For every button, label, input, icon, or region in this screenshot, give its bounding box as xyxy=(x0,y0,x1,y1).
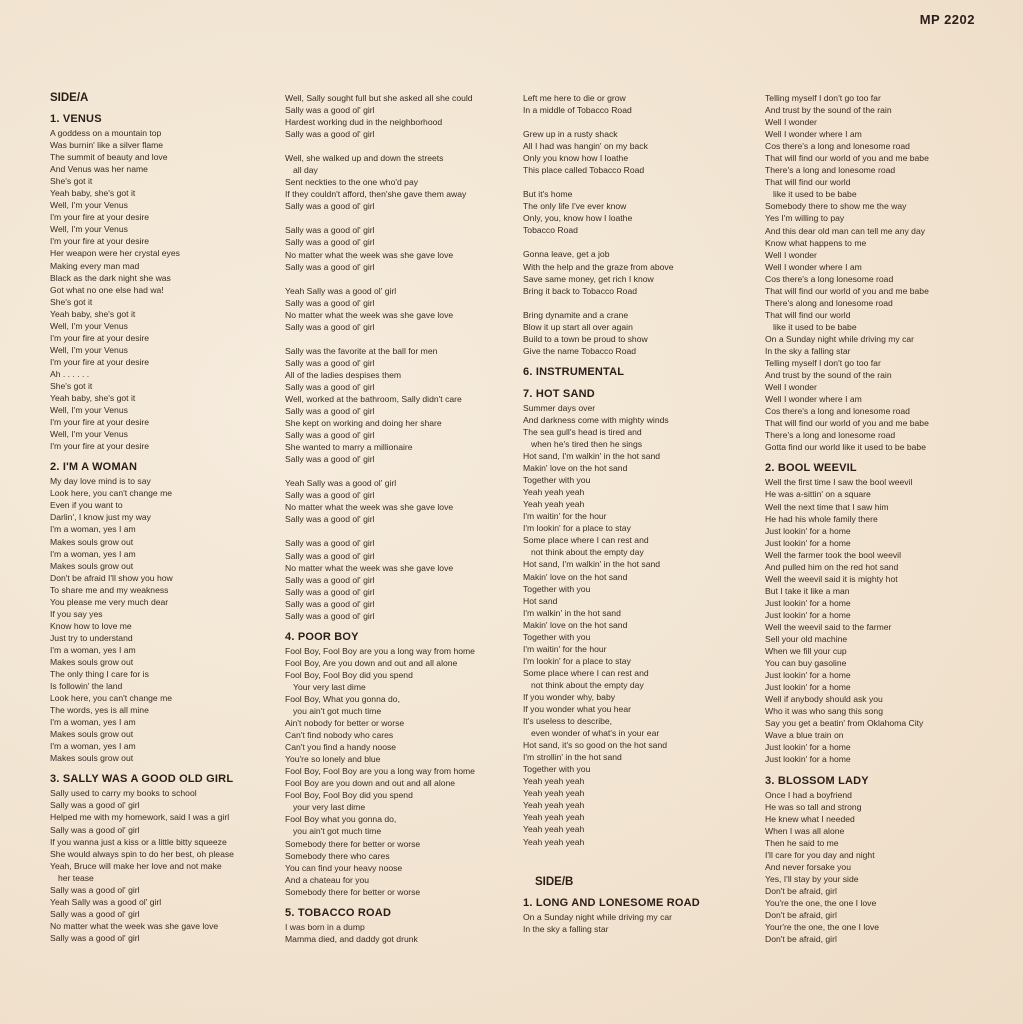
lyric-line: I'm your fire at your desire xyxy=(50,212,150,223)
lyric-line: Bring it back to Tobacco Road xyxy=(523,285,638,296)
lyric-line: I was born in a dump xyxy=(285,921,365,932)
lyric-line: Makin' love on the hot sand xyxy=(523,463,628,474)
stanza-gap xyxy=(523,236,758,248)
lyric-line: But it's home xyxy=(523,189,573,200)
lyric-line: Yeah yeah yeah xyxy=(523,836,585,847)
lyric-line: All of the ladies despises them xyxy=(285,369,402,380)
lyric-line: This place called Tobacco Road xyxy=(523,165,645,176)
lyric-line: Left me here to die or grow xyxy=(523,93,626,103)
lyric-line: Cos there's a long and lonesome road xyxy=(765,141,910,152)
lyric-line: Give the name Tobacco Road xyxy=(523,345,637,356)
lyric-line: You're so lonely and blue xyxy=(285,754,381,765)
lyric-line: Yeah yeah yeah xyxy=(523,788,585,799)
lyric-line: Don't be afraid I'll show you how xyxy=(50,572,173,583)
lyric-line: Only, you, know how I loathe xyxy=(523,213,633,224)
lyric-line: She's got it xyxy=(50,176,93,187)
lyrics-block xyxy=(765,92,1000,453)
lyric-line: Well the next time that I saw him xyxy=(765,501,889,512)
lyric-line: Makes souls grow out xyxy=(50,560,134,571)
lyric-line: Black as the dark night she was xyxy=(50,272,171,283)
lyric-line: You please me very much dear xyxy=(50,596,169,607)
lyric-line: Sally was a good ol' girl xyxy=(285,225,375,236)
lyric-line: That will find our world of you and me babe xyxy=(765,153,929,164)
lyric-line: even wonder of what's in your ear xyxy=(531,728,660,739)
lyric-line: Yeah yeah yeah xyxy=(523,499,585,510)
lyric-line: You can find your heavy noose xyxy=(285,862,403,873)
column-1 xyxy=(38,92,273,944)
lyric-line: Sally was a good ol' girl xyxy=(285,550,375,561)
lyric-line: Sell your old machine xyxy=(765,634,848,645)
lyric-line: Fool Boy, Fool Boy did you spend xyxy=(285,669,413,680)
lyric-line: Don't be afraid, girl xyxy=(765,934,837,945)
lyric-line: If you wonder what you hear xyxy=(523,704,631,715)
lyric-line: Tobacco Road xyxy=(523,225,578,236)
lyric-line: Yeah Sally was a good ol' girl xyxy=(285,478,397,489)
song-title: 2. BOOL WEEVIL xyxy=(765,462,857,475)
lyric-line: He was a-sittin' on a square xyxy=(765,489,871,500)
lyric-line: Well, I'm your Venus xyxy=(50,344,128,355)
lyric-line: Save same money, get rich I know xyxy=(523,273,654,284)
song-title: 4. POOR BOY xyxy=(285,630,359,643)
column-4 xyxy=(765,92,1000,945)
lyric-line: Yes, I'll stay by your side xyxy=(765,873,859,884)
lyric-line: He knew what I needed xyxy=(765,813,855,824)
lyric-line: The summit of beauty and love xyxy=(50,152,168,163)
lyric-line: Well, worked at the bathroom, Sally didn't care xyxy=(285,393,462,404)
lyric-line: Well, I'm your Venus xyxy=(50,200,128,211)
stanza-gap xyxy=(285,212,520,224)
lyric-line: Yeah baby, she's got it xyxy=(50,188,136,199)
lyric-line: In the sky a falling star xyxy=(765,345,851,356)
lyric-line: Just try to understand xyxy=(50,632,133,643)
lyric-line: Well the first time I saw the bool weevil xyxy=(765,477,913,488)
lyric-line: Yeah yeah yeah xyxy=(523,487,585,498)
lyric-line: Bring dynamite and a crane xyxy=(523,309,629,320)
lyric-line: You can buy gasoline xyxy=(765,658,847,669)
lyric-line: I'm a woman, yes I am xyxy=(50,524,136,535)
lyric-line: Yeah baby, she's got it xyxy=(50,393,136,404)
lyric-line: Together with you xyxy=(523,631,591,642)
lyric-line: Sally was a good ol' girl xyxy=(50,932,140,943)
lyric-line: No matter what the week was she gave love xyxy=(285,309,454,320)
lyric-line: Well, I'm your Venus xyxy=(50,320,128,331)
lyric-line: He had his whole family there xyxy=(765,513,878,524)
lyric-line: Well I wonder where I am xyxy=(765,394,862,405)
lyric-line: Can't find nobody who cares xyxy=(285,730,394,741)
lyric-line: The words, yes is all mine xyxy=(50,705,149,716)
lyric-line: My day love mind is to say xyxy=(50,476,151,487)
lyric-line: Sally was a good ol' girl xyxy=(285,237,375,248)
lyric-line: If you wonder why, baby xyxy=(523,691,616,702)
lyric-line: Just lookin' for a home xyxy=(765,754,851,765)
lyric-line: I'm your fire at your desire xyxy=(50,356,150,367)
lyric-line: Know what happens to me xyxy=(765,237,867,248)
lyric-line: Yeah yeah yeah xyxy=(523,812,585,823)
column-3 xyxy=(523,92,758,935)
lyric-line: And never forsake you xyxy=(765,861,851,872)
lyric-line: If you wanna just a kiss or a little bitty squeeze xyxy=(50,836,227,847)
stanza-gap xyxy=(523,176,758,188)
lyric-line: He was so tall and strong xyxy=(765,801,862,812)
lyric-line: Some place where I can rest and xyxy=(523,535,649,546)
lyric-line: Sally was a good ol' girl xyxy=(285,129,375,140)
lyric-line: Sally was a good ol' girl xyxy=(50,908,140,919)
lyrics-block xyxy=(285,645,520,898)
lyric-line: Yeah Sally was a good ol' girl xyxy=(285,285,397,296)
lyric-line: Makin' love on the hot sand xyxy=(523,571,628,582)
lyric-line: Was burnin' like a silver flame xyxy=(50,140,164,151)
lyric-line: Makes souls grow out xyxy=(50,729,134,740)
lyric-line: Your very last dime xyxy=(293,681,366,692)
lyric-line: She's got it xyxy=(50,296,93,307)
lyric-line: Well the farmer took the bool weevil xyxy=(765,549,901,560)
stanza-gap xyxy=(523,116,758,128)
lyric-line: I'm waitin' for the hour xyxy=(523,643,607,654)
lyric-line: Just lookin' for a home xyxy=(765,742,851,753)
lyric-line: Just lookin' for a home xyxy=(765,597,851,608)
lyric-line: Somebody there to show me the way xyxy=(765,201,907,212)
lyric-line: There's a long and lonesome road xyxy=(765,165,896,176)
lyric-line: you ain't got much time xyxy=(293,706,382,717)
lyric-line: I'm your fire at your desire xyxy=(50,441,150,452)
lyric-line: Makes souls grow out xyxy=(50,536,134,547)
lyric-line: Is followin' the land xyxy=(50,681,123,692)
lyric-line: Say you get a beatin' from Oklahoma City xyxy=(765,718,924,729)
stanza-gap xyxy=(285,273,520,285)
lyric-line: Sally used to carry my books to school xyxy=(50,788,197,799)
lyric-line: If you say yes xyxy=(50,608,103,619)
lyric-line: To share me and my weakness xyxy=(50,584,169,595)
lyric-line: No matter what the week was she gave love xyxy=(285,502,454,513)
lyric-line: And pulled him on the red hot sand xyxy=(765,561,899,572)
lyric-line: I'm a woman, yes I am xyxy=(50,741,136,752)
lyric-line: her tease xyxy=(58,872,94,883)
lyric-line: Sally was a good ol' girl xyxy=(50,824,140,835)
lyric-line: Sally was a good ol' girl xyxy=(285,357,375,368)
lyric-line: Summer days over xyxy=(523,402,596,413)
column-2 xyxy=(285,92,520,945)
lyrics-block xyxy=(765,476,1000,765)
lyric-line: Just lookin' for a home xyxy=(765,682,851,693)
lyric-line: Grew up in a rusty shack xyxy=(523,129,618,140)
lyric-line: You're the one, the one I love xyxy=(765,897,877,908)
lyric-line: Well the weevil said to the farmer xyxy=(765,621,892,632)
lyric-line: Yes I'm willing to pay xyxy=(765,213,845,224)
lyric-line: Don't be afraid, girl xyxy=(765,910,837,920)
lyric-line: Well, I'm your Venus xyxy=(50,405,128,416)
lyric-line: Sally was a good ol' girl xyxy=(285,538,375,549)
lyric-line: Sally was a good ol' girl xyxy=(285,105,375,116)
lyric-line: Makes souls grow out xyxy=(50,753,134,764)
lyrics-block xyxy=(523,92,758,357)
lyric-line: Even if you want to xyxy=(50,500,123,511)
lyrics-block xyxy=(50,787,273,944)
song-title: 5. TOBACCO ROAD xyxy=(285,906,392,919)
song-title: 3. BLOSSOM LADY xyxy=(765,774,869,787)
lyric-line: Sally was a good ol' girl xyxy=(285,454,375,465)
lyric-line: When I was all alone xyxy=(765,825,845,836)
lyric-line: Cos there's a long and lonesome road xyxy=(765,406,910,417)
lyric-line: Well I wonder xyxy=(765,117,817,128)
lyric-line: all day xyxy=(293,165,318,176)
lyric-line: No matter what the week was she gave love xyxy=(285,249,454,260)
lyric-line: Fool Boy are you down and out and all alone xyxy=(285,778,456,789)
lyric-line: Fool Boy, What you gonna do, xyxy=(285,693,400,704)
lyric-line: And a chateau for you xyxy=(285,874,370,885)
lyric-line: She would always spin to do her best, oh please xyxy=(50,848,234,859)
lyric-line: Hardest working dud in the neighborhood xyxy=(285,117,443,128)
lyric-line: Yeah yeah yeah xyxy=(523,800,585,811)
side-heading: SIDE/B xyxy=(535,875,574,888)
lyric-line: Fool Boy, Fool Boy did you spend xyxy=(285,790,413,801)
lyric-line: If they couldn't afford, then'she gave them away xyxy=(285,189,467,200)
lyric-line: Makin' love on the hot sand xyxy=(523,619,628,630)
lyric-line: Sally was a good ol' girl xyxy=(285,514,375,525)
lyric-line: Yeah baby, she's got it xyxy=(50,308,136,319)
lyric-line: Blow it up start all over again xyxy=(523,321,633,332)
lyric-line: Hot sand, it's so good on the hot sand xyxy=(523,740,668,751)
lyric-line: She kept on working and doing her share xyxy=(285,418,442,429)
lyric-line: On a Sunday night while driving my car xyxy=(765,333,915,344)
lyric-line: Ain't nobody for better or worse xyxy=(285,718,405,729)
lyric-line: I'll care for you day and night xyxy=(765,849,875,860)
lyric-line: Hot sand, I'm walkin' in the hot sand xyxy=(523,559,661,570)
lyric-line: like it used to be babe xyxy=(773,189,857,200)
lyric-line: Well I wonder where I am xyxy=(765,129,862,140)
lyric-line: Who it was who sang this song xyxy=(765,706,883,717)
lyric-line: I'm your fire at your desire xyxy=(50,236,150,247)
lyric-line: Yeah Sally was a good ol' girl xyxy=(50,896,162,907)
lyric-line: Look here, you can't change me xyxy=(50,693,173,704)
lyric-line: Somebody there for better or worse xyxy=(285,886,421,897)
lyric-line: I'm lookin' for a place to stay xyxy=(523,523,631,534)
lyric-line: Cos there's a long lonesome road xyxy=(765,273,894,284)
lyric-line: Makes souls grow out xyxy=(50,656,134,667)
lyric-line: Your're the one, the one I love xyxy=(765,922,880,933)
lyric-line: Sally was a good ol' girl xyxy=(285,610,375,621)
side-heading: SIDE/A xyxy=(50,92,89,104)
lyric-line: Sally was a good ol' girl xyxy=(285,574,375,585)
lyric-line: Hot sand xyxy=(523,595,558,606)
lyric-line: Sally was a good ol' girl xyxy=(285,381,375,392)
lyric-line: The only thing I care for is xyxy=(50,669,149,680)
lyrics-block xyxy=(523,402,758,848)
lyric-line: I'm walkin' in the hot sand xyxy=(523,607,621,618)
catalog-number: MP 2202 xyxy=(919,12,975,27)
lyrics-block xyxy=(765,789,1000,946)
lyric-line: Well, she walked up and down the streets xyxy=(285,153,444,164)
lyric-line: I'm your fire at your desire xyxy=(50,417,150,428)
lyric-line: not think about the empty day xyxy=(531,547,644,558)
lyric-line: Together with you xyxy=(523,764,591,775)
lyric-line: Yeah yeah yeah xyxy=(523,824,585,835)
lyric-line: Her weapon were her crystal eyes xyxy=(50,248,180,259)
lyric-line: And trust by the sound of the rain xyxy=(765,370,892,381)
lyric-line: Sally was a good ol' girl xyxy=(285,261,375,272)
lyric-line: Together with you xyxy=(523,475,591,486)
lyric-line: In a middle of Tobacco Road xyxy=(523,105,632,116)
lyric-line: Somebody there who cares xyxy=(285,850,390,861)
lyric-line: Gonna leave, get a job xyxy=(523,249,610,260)
lyric-line: you ain't got much time xyxy=(293,826,382,837)
lyric-line: I'm waitin' for the hour xyxy=(523,511,607,522)
stanza-gap xyxy=(523,297,758,309)
lyric-line: Well I wonder xyxy=(765,249,817,260)
lyrics-block xyxy=(50,127,273,452)
lyric-line: Just lookin' for a home xyxy=(765,525,851,536)
lyric-line: like it used to be babe xyxy=(773,321,857,332)
lyric-line: And this dear old man can tell me any day xyxy=(765,225,926,236)
lyric-line: Mamma died, and daddy got drunk xyxy=(285,933,418,944)
lyric-line: I'm a woman, yes I am xyxy=(50,644,136,655)
lyric-line: Sally was a good ol' girl xyxy=(285,430,375,441)
lyric-line: Sent neckties to the one who'd pay xyxy=(285,177,419,188)
lyric-line: But I take it like a man xyxy=(765,585,850,596)
lyric-line: Ah . . . . . . xyxy=(50,368,90,379)
lyric-line: The sea gull's head is tired and xyxy=(523,426,642,437)
lyric-line: The only life I've ever know xyxy=(523,201,627,212)
lyric-line: There's a long and lonesome road xyxy=(765,430,896,441)
lyric-line: Telling myself I don't go too far xyxy=(765,358,881,369)
lyric-line: That will find our world xyxy=(765,309,851,320)
lyric-line: Somebody there for better or worse xyxy=(285,838,421,849)
lyric-line: Look here, you can't change me xyxy=(50,488,173,499)
lyric-line: On a Sunday night while driving my car xyxy=(523,911,673,922)
lyric-line: Well, I'm your Venus xyxy=(50,429,128,440)
lyric-line: Sally was a good ol' girl xyxy=(285,490,375,501)
lyric-line: That will find our world of you and me babe xyxy=(765,285,929,296)
lyric-line: Well if anybody should ask you xyxy=(765,694,883,705)
lyric-line: Just lookin' for a home xyxy=(765,537,851,548)
lyric-line: Yeah yeah yeah xyxy=(523,776,585,787)
lyric-line: I'm lookin' for a place to stay xyxy=(523,655,631,666)
lyric-line: when he's tired then he sings xyxy=(531,438,643,449)
lyric-line: Sally was a good ol' girl xyxy=(285,598,375,609)
lyric-line: Well I wonder xyxy=(765,382,817,393)
lyric-line: Telling myself I don't go too far xyxy=(765,93,881,103)
lyric-line: Well I wonder where I am xyxy=(765,261,862,272)
lyric-line: Wave a blue train on xyxy=(765,730,844,741)
lyrics-block xyxy=(285,921,520,945)
lyric-line: Helped me with my homework, said I was a girl xyxy=(50,812,230,823)
song-title: 7. HOT SAND xyxy=(523,387,595,400)
lyrics-block xyxy=(285,92,520,622)
song-title: 3. SALLY WAS A GOOD OLD GIRL xyxy=(50,773,234,786)
lyric-line: I'm your fire at your desire xyxy=(50,332,150,343)
lyric-line: And Venus was her name xyxy=(50,164,148,175)
lyric-line: Got what no one else had wa! xyxy=(50,284,164,295)
lyric-line: Making every man mad xyxy=(50,260,140,271)
lyric-line: She wanted to marry a millionaire xyxy=(285,442,413,453)
lyric-line: not think about the empty day xyxy=(531,679,644,690)
lyric-line: Sally was a good ol' girl xyxy=(285,586,375,597)
lyric-line: Gotta find our world like it used to be babe xyxy=(765,442,926,453)
lyric-line: And trust by the sound of the rain xyxy=(765,105,892,116)
lyric-line: In the sky a falling star xyxy=(523,923,609,934)
lyric-line: That will find our world xyxy=(765,177,851,188)
lyric-line: Once I had a boyfriend xyxy=(765,789,852,800)
stanza-gap xyxy=(285,525,520,537)
lyric-line: your very last dime xyxy=(293,802,366,813)
lyrics-block xyxy=(523,911,758,935)
lyric-line: Sally was the favorite at the ball for men xyxy=(285,345,438,356)
lyric-line: There's along and lonesome road xyxy=(765,297,893,308)
lyric-line: Fool Boy, Fool Boy are you a long way from home xyxy=(285,645,475,656)
lyric-line: Just lookin' for a home xyxy=(765,670,851,681)
song-title: 1. LONG AND LONESOME ROAD xyxy=(523,896,700,909)
lyric-line: With the help and the graze from above xyxy=(523,261,674,272)
lyric-line: Sally was a good ol' girl xyxy=(285,406,375,417)
lyric-line: Sally was a good ol' girl xyxy=(50,800,140,811)
lyric-line: When we fill your cup xyxy=(765,646,847,657)
lyric-line: I'm strollin' in the hot sand xyxy=(523,752,622,763)
lyrics-block xyxy=(50,475,273,764)
stanza-gap xyxy=(285,140,520,152)
lyric-line: Don't be afraid, girl xyxy=(765,885,837,896)
lyric-line: She's got it xyxy=(50,380,93,391)
lyric-line: Fool Boy what you gonna do, xyxy=(285,814,397,825)
lyric-line: Hot sand, I'm walkin' in the hot sand xyxy=(523,451,661,462)
lyric-line: Well, I'm your Venus xyxy=(50,224,128,235)
lyric-line: Fool Boy, Are you down and out and all alone xyxy=(285,657,458,668)
lyric-line: Sally was a good ol' girl xyxy=(285,321,375,332)
lyric-line: Build to a town be proud to show xyxy=(523,333,648,344)
lyric-line: I'm a woman, yes I am xyxy=(50,548,136,559)
stanza-gap xyxy=(285,333,520,345)
lyric-line: Sally was a good ol' girl xyxy=(285,297,375,308)
lyric-line: Can't you find a handy noose xyxy=(285,742,397,753)
lyric-line: Sally was a good ol' girl xyxy=(285,201,375,212)
lyric-line: That will find our world of you and me babe xyxy=(765,418,929,429)
lyric-line: Yeah, Bruce will make her love and not make xyxy=(50,860,222,871)
lyric-line: No matter what the week was she gave love xyxy=(285,562,454,573)
lyric-line: Some place where I can rest and xyxy=(523,667,649,678)
song-title: 6. INSTRUMENTAL xyxy=(523,365,625,378)
lyric-line: Well the weevil said it is mighty hot xyxy=(765,573,898,584)
lyric-line: Then he said to me xyxy=(765,837,839,848)
lyric-line: It's useless to describe, xyxy=(523,716,613,727)
lyric-line: Know how to love me xyxy=(50,620,132,631)
lyric-line: All I had was hangin' on my back xyxy=(523,141,648,152)
stanza-gap xyxy=(285,465,520,477)
lyric-line: Only you know how I loathe xyxy=(523,153,629,164)
lyric-line: No matter what the week was she gave love xyxy=(50,920,219,931)
lyric-line: Well, Sally sought full but she asked all she could xyxy=(285,93,473,103)
lyric-line: And darkness come with mighty winds xyxy=(523,414,669,425)
song-title: 2. I'M A WOMAN xyxy=(50,461,138,474)
lyric-line: I'm a woman, yes I am xyxy=(50,717,136,728)
lyric-line: Together with you xyxy=(523,583,591,594)
lyric-line: A goddess on a mountain top xyxy=(50,128,162,138)
lyric-line: Sally was a good ol' girl xyxy=(50,884,140,895)
lyric-line: Darlin', I know just my way xyxy=(50,512,151,523)
lyric-line: Just lookin' for a home xyxy=(765,609,851,620)
song-title: 1. VENUS xyxy=(50,113,102,125)
lyric-line: Fool Boy, Fool Boy are you a long way from home xyxy=(285,766,475,777)
